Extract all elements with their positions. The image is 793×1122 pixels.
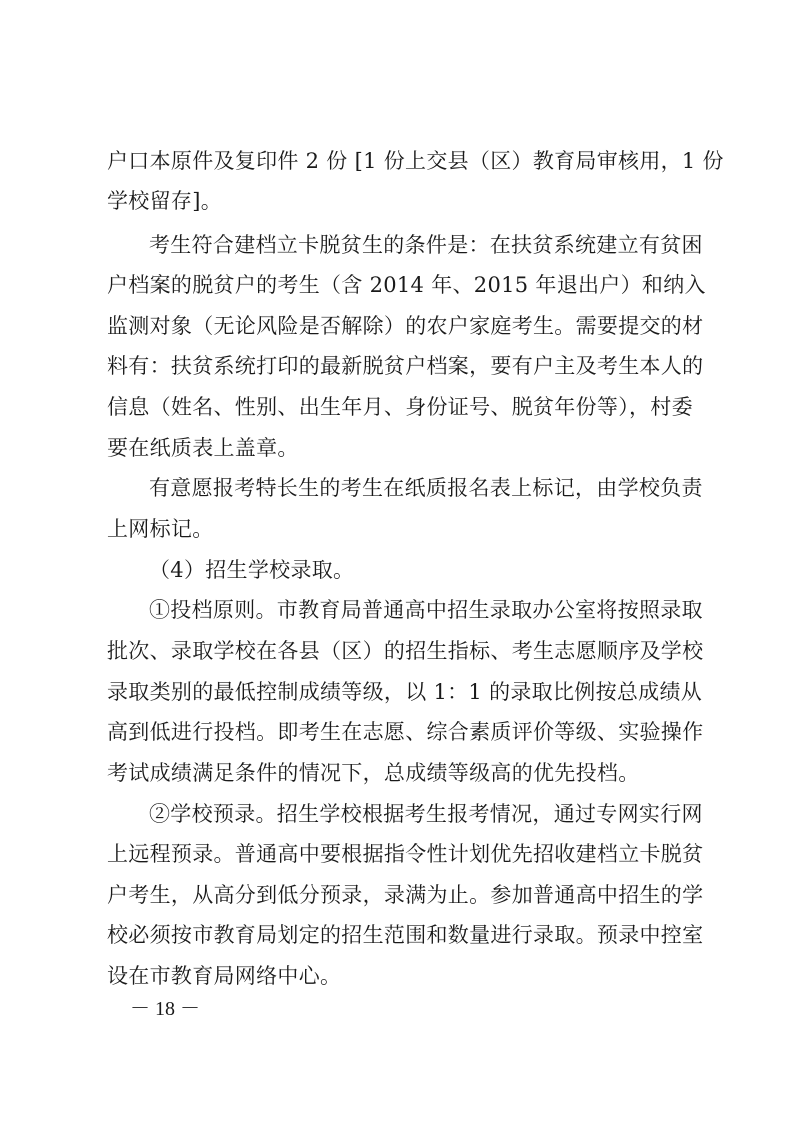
text-line: 考生符合建档立卡脱贫生的条件是：在扶贫系统建立有贫困	[149, 233, 703, 257]
text-line: 信息（姓名、性别、出生年月、身份证号、脱贫年份等），村委	[107, 395, 693, 419]
text-line: 有意愿报考特长生的考生在纸质报名表上标记，由学校负责	[149, 476, 703, 500]
text-line: 高到低进行投档。即考生在志愿、综合素质评价等级、实验操作	[107, 720, 704, 744]
page-number: － 18 －	[130, 998, 200, 1020]
text-line: 上网标记。	[107, 517, 214, 541]
text-line: 上远程预录。普通高中要根据指令性计划优先招收建档立卡脱贫	[107, 842, 704, 866]
text-line: 户考生，从高分到低分预录，录满为止。参加普通高中招生的学	[107, 883, 704, 907]
text-line: 监测对象（无论风险是否解除）的农户家庭考生。需要提交的材	[107, 314, 704, 338]
text-line: 考试成绩满足条件的情况下，总成绩等级高的优先投档。	[107, 761, 640, 785]
text-line: 户口本原件及复印件 2 份 [1 份上交县（区）教育局审核用，1 份	[107, 149, 724, 173]
text-line: 批次、录取学校在各县（区）的招生指标、考生志愿顺序及学校	[107, 639, 704, 663]
text-line: 设在市教育局网络中心。	[107, 964, 342, 988]
text-line: 户档案的脱贫户的考生（含 2014 年、2015 年退出户）和纳入	[107, 273, 706, 297]
text-line: 要在纸质表上盖章。	[107, 436, 299, 460]
text-line: ②学校预录。招生学校根据考生报考情况，通过专网实行网	[149, 802, 703, 826]
text-line: ①投档原则。市教育局普通高中招生录取办公室将按照录取	[149, 598, 703, 622]
section-heading: （4）招生学校录取。	[149, 558, 355, 582]
text-line: 录取类别的最低控制成绩等级，以 1：1 的录取比例按总成绩从	[107, 680, 703, 704]
text-line: 料有：扶贫系统打印的最新脱贫户档案，要有户主及考生本人的	[107, 354, 704, 378]
text-line: 学校留存]。	[107, 189, 222, 213]
text-line: 校必须按市教育局划定的招生范围和数量进行录取。预录中控室	[107, 923, 704, 947]
